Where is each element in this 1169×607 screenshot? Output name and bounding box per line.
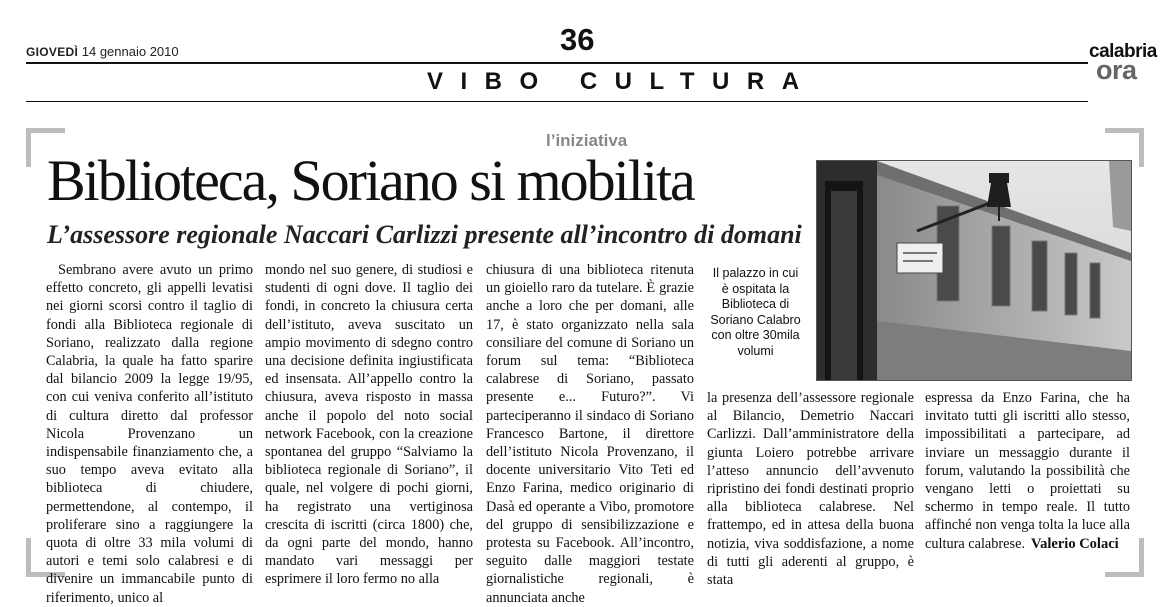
column-text: la presenza dell’assessore regionale al Bilancio, Demetrio Naccari Carlizzi. Dall’amministratore della giunta Loiero potrebbe arrivare l’atteso annuncio dell’avvenuto ripristino dei fondi destinati proprio alla biblioteca calabrese. Nel frattempo, ed in attesa della buona notizia, viva soddisfazione, a nome di tutti gli aderenti al gruppo, è stata [707,390,914,589]
article-kicker: l’iniziativa [546,131,628,150]
article-column-2 [265,261,473,589]
page-number: 36 [560,22,595,57]
column-text: mondo nel suo genere, di studiosi e studenti di ogni dove. Il taglio dei fondi, in concreto la chiusura certa dell’istituto, aveva suscitato un ampio movimento di sdegno contro una decisione definita ingiustificata ed insensata. All’appello contro la chiusura, aveva risposto in massa anche il popolo del noto social network Facebook, con la creazione spontanea del gruppo “Salviamo la biblioteca regionale di Soriano”, il quale, nel volgere di pochi giorni, ha registrato una vertiginosa crescita di iscritti (circa 1800) che, da ogni parte del mondo, hanno mandato vari messaggi per esprimere il loro fermo no alla [265,262,473,588]
section-title: VIBO CULTURA [427,68,817,95]
article-column-5 [925,389,1130,553]
newspaper-logo-line1: calabria [1089,41,1157,62]
library-building-illustration [817,161,1131,380]
issue-date [26,44,179,59]
newspaper-logo-line2: ora [1096,55,1137,85]
column-text: espressa da Enzo Farina, che ha invitato tutti gli iscritti allo stesso, impossibilitati a partecipare, ad inviare un messaggio durante il forum, valutando la possibilità che vengano letti o proiettati su schermo in tempo reale. Il tutto affinché non venga tolta la luce alla cultura calabrese. [925,390,1130,552]
article-subheadline: L’assessore regionale Naccari Carlizzi presente all’incontro di domani [47,220,802,249]
photo-caption: Il palazzo in cui è ospitata la Biblioteca di Soriano Calabro con oltre 30mila volumi [710,266,801,358]
library-building-photo [816,160,1132,381]
article-column-4 [707,389,914,589]
article-author: Valerio Colaci [1031,536,1119,552]
column-text: Sembrano avere avuto un primo effetto concreto, gli appelli levatisi nei giorni scorsi contro il taglio di fondi alla Biblioteca regionale di Soriano, realizzato dalla regione Calabria, la quale ha fatto sparire dal bilancio 2009 la legge 19/95, con cui veniva conferito all’istituto di cultura diretto dal professor Nicola Provenzano un indispensabile finanziamento che, a suo tempo aveva evitato alla biblioteca di chiudere, permettendone, al contempo, il proliferare sino a raggiungere la quota di oltre 33 mila volumi di autori e temi solo calabresi e di divenire un immancabile punto di riferimento, unico al [46,262,253,606]
article-column-3 [486,261,694,607]
article-headline: Biblioteca, Soriano si mobilita [47,148,694,213]
article-column-1 [46,261,253,607]
weekday: GIOVEDÌ [26,45,79,59]
column-text: chiusura di una biblioteca ritenuta un gioiello raro da tutelare. È grazie anche a loro che per domani, alle 17, è stato organizzato nella sala consiliare del comune di Soriano un forum sul tema: “Biblioteca calabrese di Soriano, passato presente e... Futuro?”. Vi parteciperanno il sindaco di Soriano Francesco Bartone, il direttore dell’istituto Nicola Provenzano, il docente universitario Vito Teti ed Enzo Farina, medico originario di Dasà ed operante a Vibo, promotore del gruppo di sensibilizzazione e protesta su Facebook. All’incontro, seguito dalle maggiori testate giornalistiche regionali, è annunciata anche [486,262,694,606]
header-rule-top [26,62,1088,64]
header-rule-bottom [26,101,1088,102]
date-text: 14 gennaio 2010 [81,44,179,59]
